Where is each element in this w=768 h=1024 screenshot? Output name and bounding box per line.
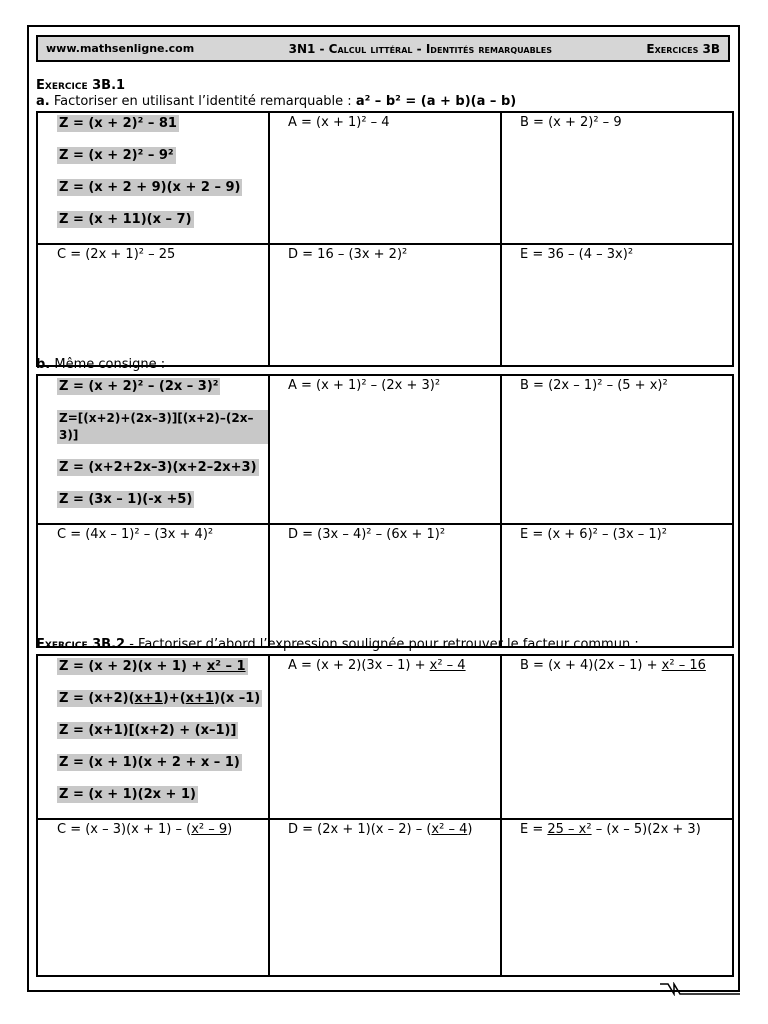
exercise-cell-b-C: C = (4x – 1)² – (3x + 4)² (37, 524, 269, 647)
underlined-factor: x+1 (134, 691, 163, 706)
exercise-2-grid (36, 654, 734, 977)
example-text: Z = (x + 2)(x + 1) + (59, 659, 207, 674)
underlined-expression: x² – 4 (429, 658, 466, 673)
chapter-title: 3N1 - Calcul littéral - Identités remarquables (288, 41, 552, 56)
example-step: Z = (3x – 1)(-x +5) (59, 492, 193, 507)
exercise-1a-instruction (36, 94, 516, 109)
exercise-set-label: Exercices 3B (646, 41, 720, 56)
example-step: Z = (x + 2 + 9)(x + 2 – 9) (59, 180, 241, 195)
exercise-1b-instruction (36, 357, 165, 372)
exercise-cell-a-D: D = 16 – (3x + 2)² (269, 244, 501, 366)
example-cell-a (37, 112, 269, 244)
part-b-text: Même consigne : (50, 357, 166, 372)
example-step: Z=[(x+2)+(2x–3)][(x+2)–(2x–3)] (57, 410, 268, 444)
example-step (57, 690, 262, 707)
expression-text: ) (227, 822, 233, 837)
example-text: )+( (162, 691, 186, 706)
expression-text: C = (x – 3)(x + 1) – ( (57, 822, 192, 837)
exercise-cell-b-A: A = (x + 1)² – (2x + 3)² (269, 375, 501, 524)
exercise-cell-2-E (501, 819, 733, 976)
exercise-cell-b-B: B = (2x – 1)² – (5 + x)² (501, 375, 733, 524)
site-name: www.mathsenligne.com (46, 42, 195, 55)
exercise-cell-a-C: C = (2x + 1)² – 25 (37, 244, 269, 366)
example-step: Z = (x+1)[(x+2) + (x–1)] (59, 723, 237, 738)
exercise-cell-b-D: D = (3x – 4)² – (6x + 1)² (269, 524, 501, 647)
exercise-cell-a-A: A = (x + 1)² – 4 (269, 112, 501, 244)
exercise-2-instruction (36, 637, 639, 652)
part-a-text: Factoriser en utilisant l’identité remarquable : (49, 94, 356, 109)
example-text: )(x –1) (213, 691, 261, 706)
underlined-expression: x² – 16 (661, 658, 706, 673)
example-text: Z = (x+2)( (59, 691, 135, 706)
expression-text: E = (520, 822, 548, 837)
exercise-cell-b-E: E = (x + 6)² – (3x – 1)² (501, 524, 733, 647)
exercise-cell-2-D (269, 819, 501, 976)
identity-formula: a² – b² = (a + b)(a – b) (355, 94, 517, 109)
expression-text: ) (467, 822, 473, 837)
exercise-1-title: Exercice 3B.1 (36, 78, 126, 93)
page-corner-mark (660, 982, 740, 996)
example-step (57, 658, 248, 675)
expression-text: B = (x + 4)(2x – 1) + (520, 658, 662, 673)
underlined-expression: 25 – x² (547, 822, 592, 837)
example-cell-2 (37, 655, 269, 819)
exercise-cell-2-A (269, 655, 501, 819)
example-step: Z = (x + 2)² – 9² (59, 148, 174, 163)
page-header (36, 35, 730, 62)
example-step: Z = (x + 11)(x – 7) (59, 212, 192, 227)
example-step: Z = (x + 2)² – 81 (59, 116, 177, 131)
underlined-expression: x² – 1 (206, 659, 246, 674)
exercise-1b-grid (36, 374, 734, 648)
exercise-2-title: Exercice 3B.2 (36, 637, 126, 652)
example-cell-b (37, 375, 269, 524)
part-b-label: b. (36, 357, 51, 372)
expression-text: – (x – 5)(2x + 3) (591, 822, 701, 837)
example-step: Z = (x + 1)(x + 2 + x – 1) (59, 755, 240, 770)
exercise-2-text: - Factoriser d’abord l’expression soulignée pour retrouver le facteur commun : (125, 637, 639, 652)
example-step: Z = (x + 1)(2x + 1) (59, 787, 196, 802)
exercise-cell-2-C (37, 819, 269, 976)
part-a-label: a. (36, 94, 50, 109)
expression-text: D = (2x + 1)(x – 2) – ( (288, 822, 432, 837)
underlined-factor: x+1 (185, 691, 214, 706)
example-step: Z = (x + 2)² – (2x – 3)² (59, 379, 219, 394)
example-step: Z = (x+2+2x–3)(x+2–2x+3) (59, 460, 257, 475)
exercise-cell-a-E: E = 36 – (4 – 3x)² (501, 244, 733, 366)
underlined-expression: x² – 9 (191, 822, 228, 837)
expression-text: A = (x + 2)(3x – 1) + (288, 658, 430, 673)
exercise-1a-grid (36, 111, 734, 367)
exercise-cell-2-B (501, 655, 733, 819)
underlined-expression: x² – 4 (431, 822, 468, 837)
exercise-cell-a-B: B = (x + 2)² – 9 (501, 112, 733, 244)
